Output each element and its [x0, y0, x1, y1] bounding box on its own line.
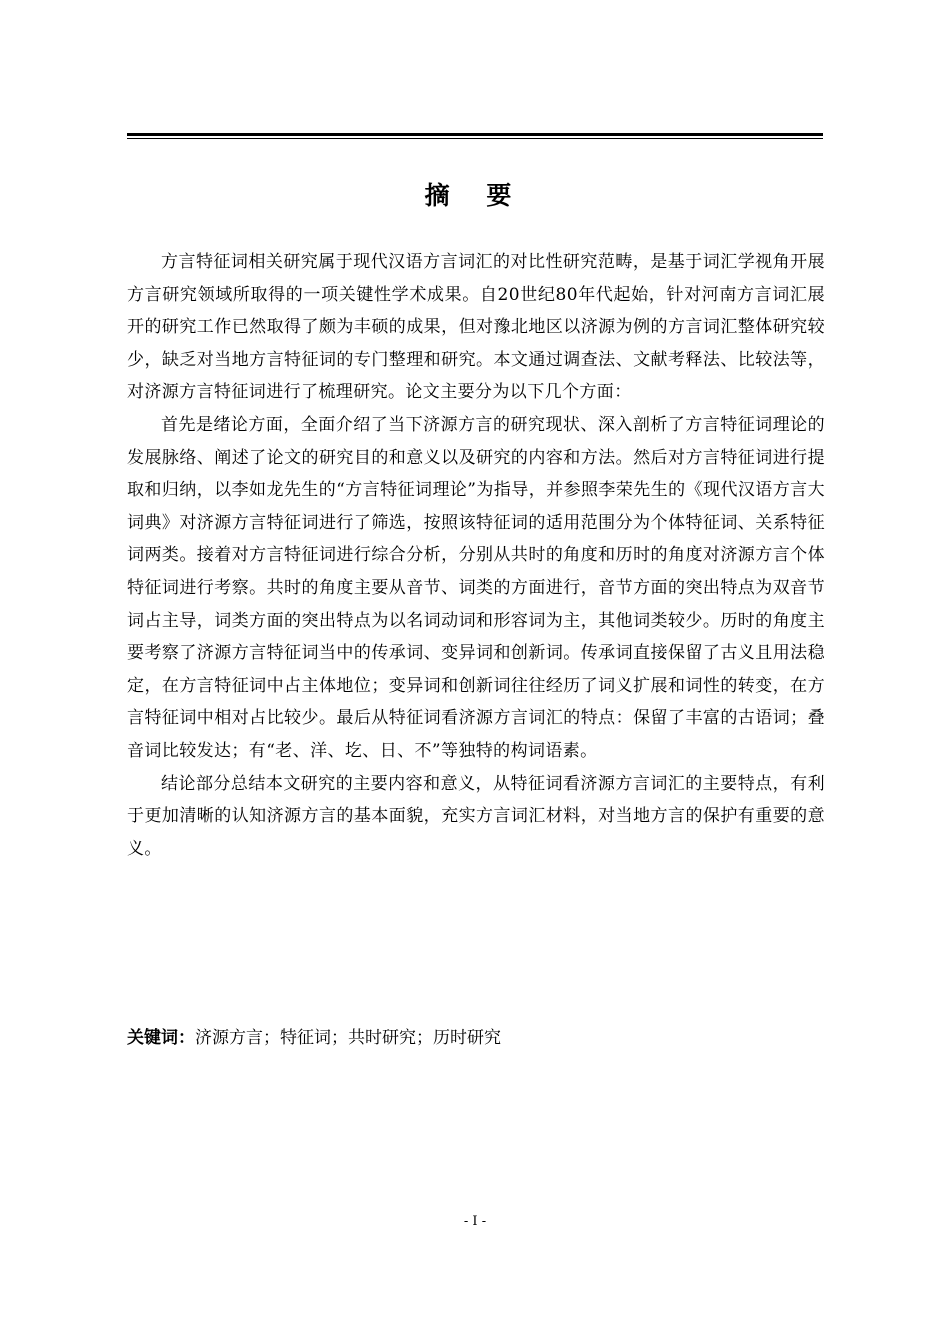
- page-number: - I -: [463, 1214, 487, 1229]
- abstract-paragraph-3: 结论部分总结本文研究的主要内容和意义，从特征词看济源方言词汇的主要特点，有利于更加清晰的认知济源方言的基本面貌，充实方言词汇材料，对当地方言的保护有重要的意义。: [127, 773, 825, 859]
- keywords-line: [127, 1022, 825, 1054]
- keywords-label: 关键词：: [127, 1028, 195, 1048]
- abstract-body: [127, 246, 825, 865]
- abstract-title: 摘 要: [424, 181, 526, 210]
- abstract-paragraph-2: 首先是绪论方面，全面介绍了当下济源方言的研究现状、深入剖析了方言特征词理论的发展脉络、阐述了论文的研究目的和意义以及研究的内容和方法。然后对方言特征词进行提取和归纳，以李如龙先生的“方言特征词理论”为指导，并参照李荣先生的《现代汉语方言大词典》对济源方言特征词进行了筛选，按照该特征词的适用范围分为个体特征词、关系特征词两类。接着对方言特征词进行综合分析，分别从共时的角度和历时的角度对济源方言个体特征词进行考察。共时的角度主要从音节、词类的方面进行，音节方面的突出特点为双音节词占主导，词类方面的突出特点为以名词动词和形容词为主，其他词类较少。历时的角度主要考察了济源方言特征词当中的传承词、变异词和创新词。传承词直接保留了古义且用法稳定，在方言特征词中占主体地位；变异词和创新词往往经历了词义扩展和词性的转变，在方言特征词中相对占比较少。最后从特征词看济源方言词汇的特点：保留了丰富的古语词；叠音词比较发达；有“老、洋、圪、日、不”等独特的构词语素。: [127, 414, 825, 761]
- keywords-text: 济源方言；特征词；共时研究；历时研究: [195, 1028, 501, 1048]
- header-rule-thick: [127, 133, 823, 136]
- header-rule-thin: [127, 138, 823, 139]
- abstract-paragraph-1: 方言特征词相关研究属于现代汉语方言词汇的对比性研究范畴，是基于词汇学视角开展方言研究领域所取得的一项关键性学术成果。自20世纪80年代起始，针对河南方言词汇展开的研究工作已然取得了颇为丰硕的成果，但对豫北地区以济源为例的方言词汇整体研究较少，缺乏对当地方言特征词的专门整理和研究。本文通过调查法、文献考释法、比较法等，对济源方言特征词进行了梳理研究。论文主要分为以下几个方面：: [127, 252, 825, 403]
